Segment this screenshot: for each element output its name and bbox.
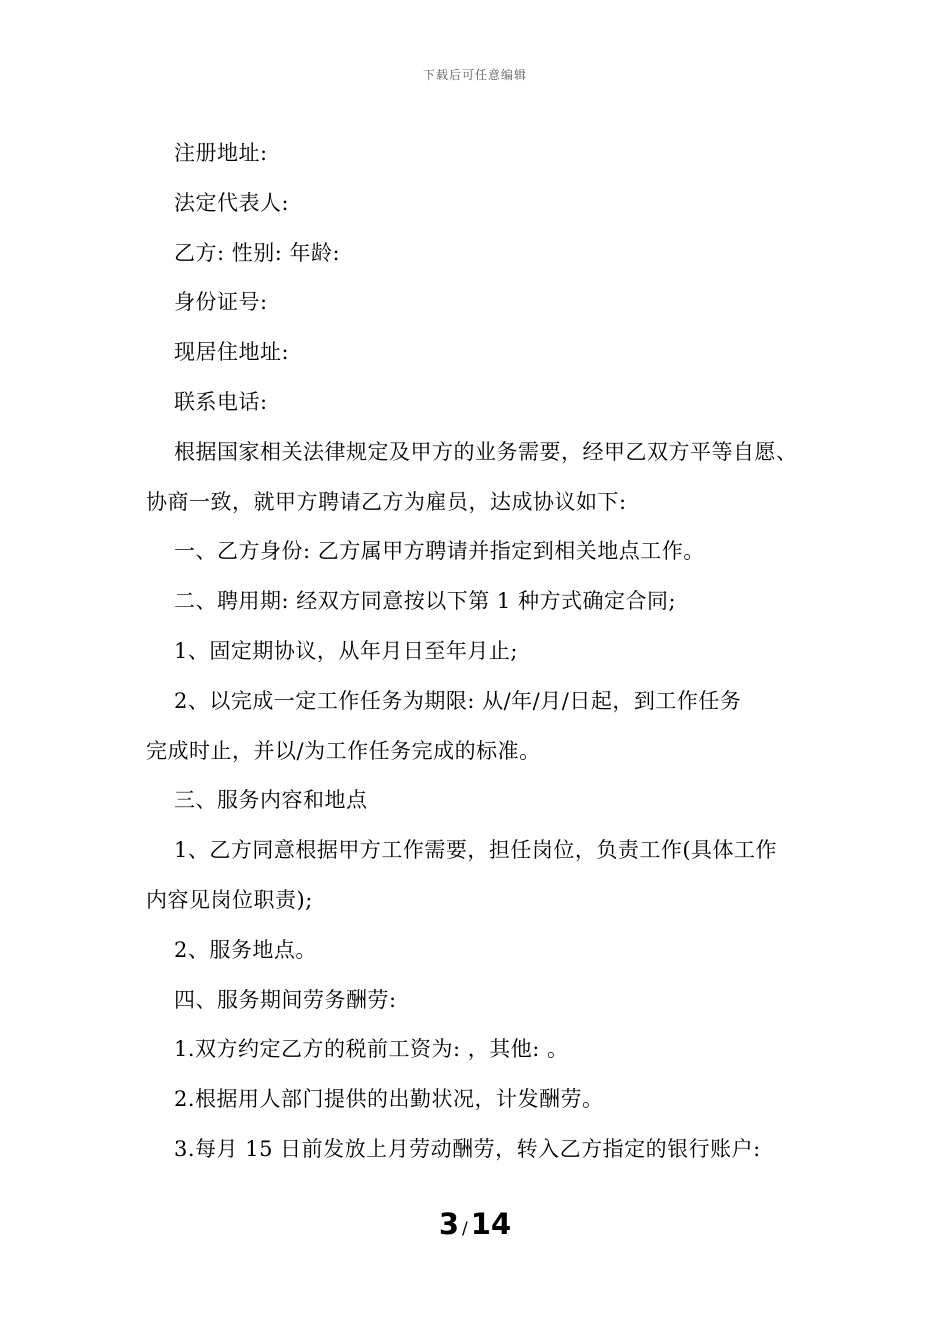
page-separator: / <box>462 1219 468 1239</box>
document-line: 2、服务地点。 <box>174 937 317 962</box>
document-line: 现居住地址: <box>174 340 290 365</box>
current-page: 3 <box>438 1207 460 1241</box>
document-line: 四、服务期间劳务酬劳: <box>174 987 397 1012</box>
page-header <box>0 66 950 83</box>
document-line: 1、乙方同意根据甲方工作需要，担任岗位，负责工作(具体工作 <box>174 838 778 863</box>
document-line: 3.每月 15 日前发放上月劳动酬劳，转入乙方指定的银行账户: <box>174 1136 761 1161</box>
document-line: 1、固定期协议，从年月日至年月止; <box>174 638 518 663</box>
document-line: 乙方: 性别: 年龄: <box>174 240 341 265</box>
document-line: 法定代表人: <box>174 190 290 215</box>
document-line: 协商一致，就甲方聘请乙方为雇员，达成协议如下: <box>146 489 627 514</box>
document-line: 身份证号: <box>174 290 268 315</box>
document-line: 内容见岗位职责); <box>146 887 313 912</box>
document-line: 一、乙方身份: 乙方属甲方聘请并指定到相关地点工作。 <box>174 539 705 564</box>
document-line: 2、以完成一定工作任务为期限: 从/年/月/日起，到工作任务 <box>174 688 742 713</box>
document-line: 二、聘用期: 经双方同意按以下第 1 种方式确定合同; <box>174 589 677 614</box>
document-line: 联系电话: <box>174 389 268 414</box>
document-line: 完成时止，并以/为工作任务完成的标准。 <box>146 738 541 763</box>
document-line: 1.双方约定乙方的税前工资为: ，其他: 。 <box>174 1037 569 1062</box>
document-line: 根据国家相关法律规定及甲方的业务需要，经甲乙双方平等自愿、 <box>174 439 798 464</box>
page-number <box>0 1207 950 1241</box>
document-line: 注册地址: <box>174 141 268 165</box>
document-line: 2.根据用人部门提供的出勤状况，计发酬劳。 <box>174 1087 604 1112</box>
document-body <box>146 133 826 1179</box>
document-line: 三、服务内容和地点 <box>174 788 368 813</box>
header-text: 下载后可任意编辑 <box>422 68 527 82</box>
total-pages: 14 <box>470 1207 512 1241</box>
